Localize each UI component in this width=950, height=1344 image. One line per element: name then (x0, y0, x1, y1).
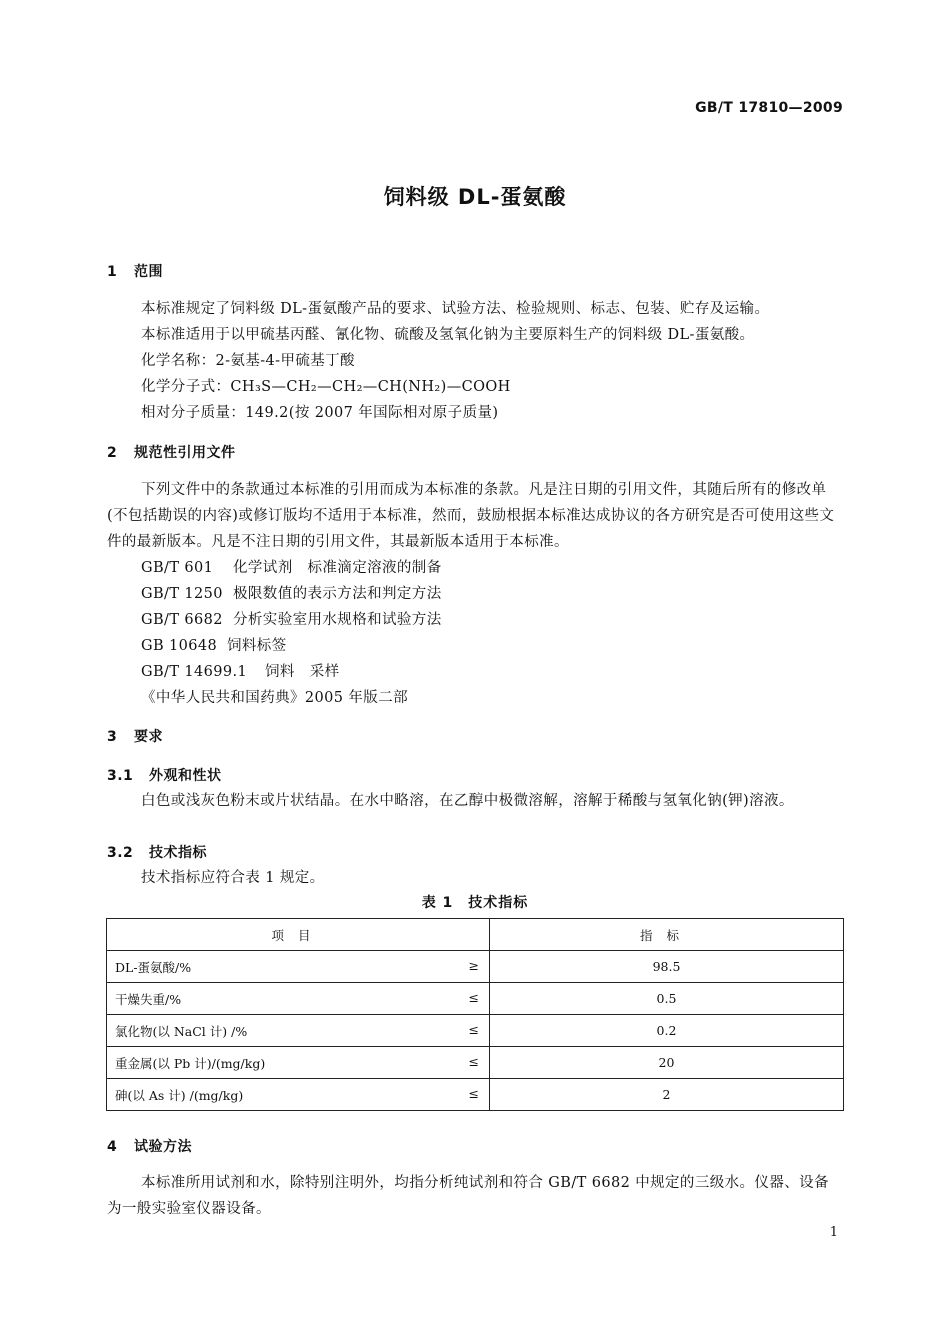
table-row (107, 1015, 844, 1047)
page-number: 1 (829, 1225, 838, 1240)
reference-item (141, 582, 442, 603)
section-3-2-heading (107, 842, 207, 862)
relation-symbol: ≤ (468, 1053, 479, 1069)
table-row (107, 1079, 844, 1111)
section-number: 3 (107, 729, 118, 745)
section-title: 要求 (134, 729, 163, 745)
table-row (107, 951, 844, 983)
document-title: 饲料级 DL-蛋氨酸 (383, 185, 567, 209)
section-title: 技术指标 (149, 845, 207, 861)
section-number: 4 (107, 1139, 118, 1155)
section-1-heading (107, 261, 163, 281)
header-item: 项目 (107, 919, 490, 951)
reference-item (141, 556, 442, 577)
relation-symbol: ≤ (468, 1085, 479, 1101)
appearance-text: 白色或浅灰色粉末或片状结晶。在水中略溶，在乙醇中极微溶解，溶解于稀酸与氢氧化钠(钾)溶液。 (141, 793, 794, 809)
section-number: 2 (107, 445, 118, 461)
reference-item (141, 660, 340, 681)
reference-name: 饲料 采样 (265, 664, 340, 680)
section-2-heading (107, 442, 236, 462)
section-number: 3.1 (107, 768, 134, 784)
row-item: 氯化物(以 NaCl 计) /% (115, 1023, 248, 1039)
header-value: 指标 (490, 919, 844, 951)
section-number: 3.2 (107, 845, 134, 861)
section-4-heading (107, 1136, 192, 1156)
section-title: 外观和性状 (149, 768, 222, 784)
reference-name: 化学试剂 标准滴定溶液的制备 (233, 560, 442, 576)
reference-name: 饲料标签 (227, 638, 287, 654)
row-item: 砷(以 As 计) /(mg/kg) (115, 1087, 244, 1103)
section-3-1-heading (107, 765, 222, 785)
scope-line: 本标准规定了饲料级 DL-蛋氨酸产品的要求、试验方法、检验规则、标志、包装、贮存及运输。 (141, 301, 770, 317)
table-row (107, 1047, 844, 1079)
table-caption: 表 1 技术指标 (421, 895, 529, 911)
reference-code: GB/T 601 (141, 560, 214, 576)
chemical-formula: 化学分子式：CH₃S—CH₂—CH₂—CH(NH₂)—COOH (141, 379, 511, 395)
reference-code: GB/T 6682 (141, 612, 223, 628)
reference-code: GB/T 1250 (141, 586, 223, 602)
standard-code: GB/T 17810—2009 (695, 100, 843, 116)
row-value: 0.2 (490, 1015, 844, 1047)
row-value: 0.5 (490, 983, 844, 1015)
table-header-row (107, 919, 844, 951)
row-value: 20 (490, 1047, 844, 1079)
section-3-heading (107, 726, 163, 746)
table-row (107, 983, 844, 1015)
spec-reference-text: 技术指标应符合表 1 规定。 (141, 870, 325, 886)
row-value: 2 (490, 1079, 844, 1111)
reference-code: GB 10648 (141, 638, 218, 654)
row-item: 重金属(以 Pb 计)/(mg/kg) (115, 1055, 266, 1071)
relation-symbol: ≥ (468, 957, 479, 973)
references-intro: 下列文件中的条款通过本标准的引用而成为本标准的条款。凡是注日期的引用文件，其随后所有的修改单(不包括勘误的内容)或修订版均不适用于本标准，然而，鼓励根据本标准达成协议的各方研究是否可使用这些文件的最新版本。凡是不注日期的引用文件，其最新版本适用于本标准。 (107, 482, 835, 550)
spec-table (106, 918, 844, 1111)
row-item: 干燥失重/% (115, 991, 182, 1007)
relation-symbol: ≤ (468, 1021, 479, 1037)
pharmacopoeia-reference: 《中华人民共和国药典》2005 年版二部 (141, 690, 409, 706)
reference-item (141, 608, 442, 629)
relation-symbol: ≤ (468, 989, 479, 1005)
test-method-text: 本标准所用试剂和水，除特别注明外，均指分析纯试剂和符合 GB/T 6682 中规定的三级水。仪器、设备为一般实验室仪器设备。 (107, 1175, 829, 1217)
section-title: 试验方法 (134, 1139, 192, 1155)
reference-name: 分析实验室用水规格和试验方法 (233, 612, 442, 628)
section-title: 规范性引用文件 (134, 445, 236, 461)
row-value: 98.5 (490, 951, 844, 983)
reference-item (141, 634, 287, 655)
chemical-name: 化学名称：2-氨基-4-甲硫基丁酸 (141, 353, 355, 369)
row-item: DL-蛋氨酸/% (115, 959, 192, 975)
scope-line: 本标准适用于以甲硫基丙醛、氰化物、硫酸及氢氧化钠为主要原料生产的饲料级 DL-蛋氨酸。 (141, 327, 755, 343)
molecular-weight: 相对分子质量：149.2(按 2007 年国际相对原子质量) (141, 405, 499, 421)
section-title: 范围 (134, 264, 163, 280)
reference-code: GB/T 14699.1 (141, 664, 248, 680)
reference-name: 极限数值的表示方法和判定方法 (233, 586, 442, 602)
section-number: 1 (107, 264, 118, 280)
